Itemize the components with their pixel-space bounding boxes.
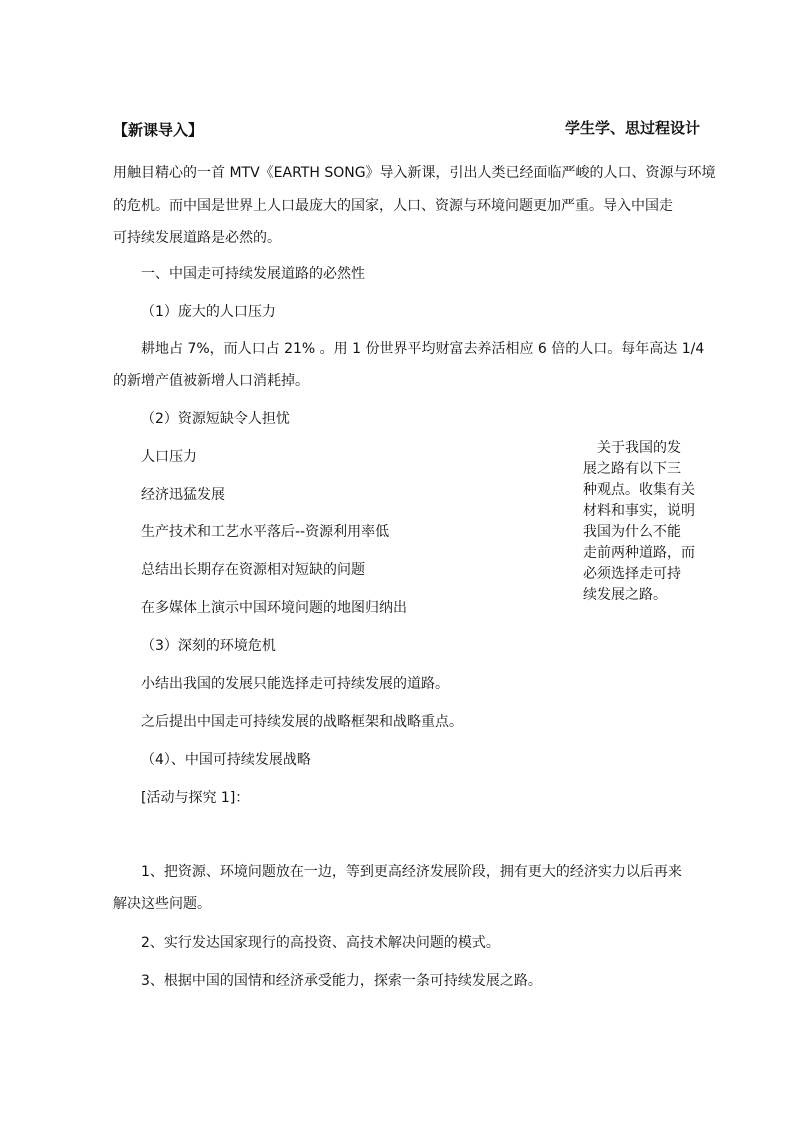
intro-line-2: 的危机。而中国是世界上人口最庞大的国家，人口、资源与环境问题更加严重。导入中国走 (113, 198, 673, 214)
intro-line-3: 可持续发展道路是必然的。 (113, 230, 281, 246)
summary-line-2: 之后提出中国走可持续发展的战略框架和战略重点。 (141, 714, 463, 730)
sidebar-line: 续发展之路。 (583, 587, 667, 603)
point-item: 总结出长期存在资源相对短缺的问题 (141, 562, 365, 578)
point-item: 经济迅猛发展 (141, 487, 225, 503)
summary-line-1: 小结出我国的发展只能选择走可持续发展的道路。 (141, 676, 449, 692)
new-lesson-heading: 【新课导入】 (113, 121, 204, 139)
subheading-population: （1）庞大的人口压力 (141, 304, 276, 320)
sidebar-line: 我国为什么不能 (583, 524, 681, 540)
student-process-heading: 学生学、思过程设计 (565, 119, 701, 137)
sidebar-note (583, 438, 699, 606)
point-item: 生产技术和工艺水平落后--资源利用率低 (141, 524, 390, 540)
sidebar-line: 种观点。收集有关 (583, 482, 695, 498)
activity-label: [活动与探究 1]： (141, 790, 250, 806)
population-text-line-1: 耕地占 7%，而人口占 21% 。用 1 份世界平均财富去养活相应 6 倍的人口。每年高达 1/4 (141, 341, 705, 357)
section-heading: 一、中国走可持续发展道路的必然性 (141, 266, 365, 282)
sidebar-line: 走前两种道路，而 (583, 545, 695, 561)
option-3: 3、根据中国的国情和经济承受能力，探索一条可持续发展之路。 (141, 973, 542, 989)
point-item: 人口压力 (141, 449, 197, 465)
sidebar-line: 必须选择走可持 (583, 566, 681, 582)
sidebar-line: 关于我国的发 (583, 440, 681, 456)
subheading-strategy: （4）、中国可持续发展战略 (141, 752, 311, 768)
subheading-resources: （2）资源短缺令人担忧 (141, 411, 290, 427)
option-1-line-1: 1、把资源、环境问题放在一边，等到更高经济发展阶段，拥有更大的经济实力以后再来 (141, 864, 682, 880)
subheading-environment: （3）深刻的环境危机 (141, 638, 276, 654)
sidebar-line: 展之路有以下三 (583, 461, 681, 477)
population-text-line-2: 的新增产值被新增人口消耗掉。 (113, 373, 309, 389)
option-1-line-2: 解决这些问题。 (113, 896, 211, 912)
sidebar-line: 材料和事实，说明 (583, 503, 695, 519)
option-2: 2、实行发达国家现行的高投资、高技术解决问题的模式。 (141, 935, 500, 951)
intro-line-1: 用触目精心的一首 MTV《EARTH SONG》导入新课，引出人类已经面临严峻的人口、资源与环境 (113, 165, 716, 181)
point-item: 在多媒体上演示中国环境问题的地图归纳出 (141, 600, 407, 616)
